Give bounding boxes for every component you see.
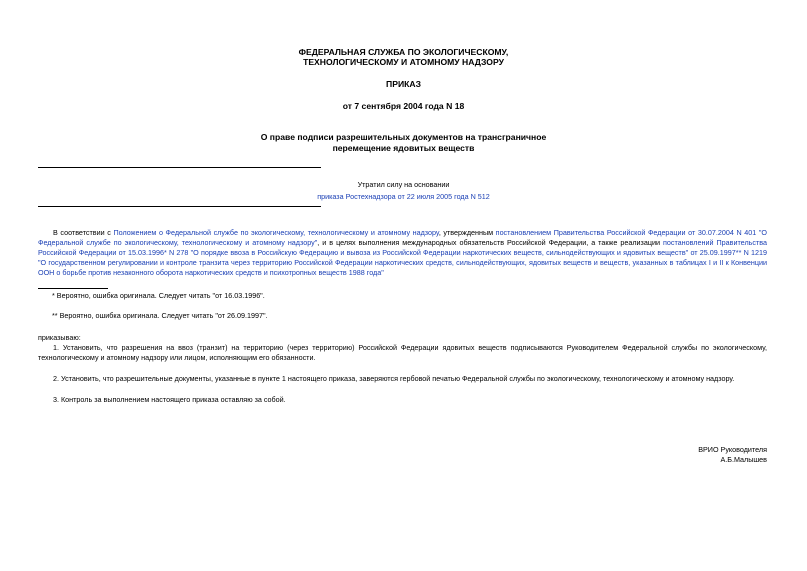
footnote-1: * Вероятно, ошибка оригинала. Следует читать "от 16.03.1996". <box>52 291 265 300</box>
link-regulation[interactable]: Положением о Федеральной службе по экологическому, технологическому и атомному надзору <box>113 228 439 237</box>
agency-name-line2: ТЕХНОЛОГИЧЕСКОМУ И АТОМНОМУ НАДЗОРУ <box>303 57 504 67</box>
divider-bottom <box>38 206 321 207</box>
signature-position: ВРИО Руководителя <box>698 445 767 454</box>
link-resolution-278[interactable]: постановлений Правительства Российской Федерации от 15.03.1996* N 278 "О порядке ввоза в Российскую Федерацию и вывоза из Российской Федерации наркотических веществ, сильнодействующих и ядовитых веществ" <box>38 238 768 258</box>
divider-top <box>38 167 321 168</box>
doc-title-line2: перемещение ядовитых веществ <box>332 143 475 153</box>
status-note-link[interactable]: приказа Ростехнадзора от 22 июля 2005 года N 512 <box>317 192 490 202</box>
footnote-divider <box>38 288 108 289</box>
order-item-1: 1. Установить, что разрешения на ввоз (транзит) на территорию (через территорию) Российской Федерации ядовитых веществ подписываются Руководителем Федеральной службы по экологическому, технологическому и атомному надзору или лицом, исполняющим его обязанности. <box>38 343 767 363</box>
link-resolution-401[interactable]: постановлением Правительства Российской Федерации от 30.07.2004 N 401 "О Федеральной службе по экологическому, технологическому и атомному надзору" <box>38 228 768 248</box>
doc-title-line1: О праве подписи разрешительных документов на трансграничное <box>260 132 547 142</box>
signature-block <box>698 445 767 465</box>
preamble-paragraph <box>38 228 767 278</box>
preamble-text-3: , и в целях выполнения международных обязательств Российской Федерации, а также реализации <box>317 238 663 248</box>
doc-title <box>0 132 807 154</box>
order-item-3: 3. Контроль за выполнением настоящего приказа оставляю за собой. <box>53 395 286 404</box>
doc-type: ПРИКАЗ <box>386 79 421 89</box>
status-note <box>0 180 807 202</box>
agency-name <box>0 47 807 67</box>
preamble-text-1: В соответствии с <box>53 228 114 237</box>
signature-name: А.Б.Малышев <box>720 455 767 465</box>
footnote-2: ** Вероятно, ошибка оригинала. Следует читать "от 26.09.1997". <box>52 311 268 320</box>
order-item-2: 2. Установить, что разрешительные документы, указанные в пункте 1 настоящего приказа, заверяются гербовой печатью Федеральной службы по экологическому, технологическому и атомному надзору. <box>53 374 735 383</box>
doc-date-number: от 7 сентября 2004 года N 18 <box>342 101 465 111</box>
link-resolution-1219[interactable]: от 25.09.1997** N 1219 "О государственном регулировании и контроле транзита через территорию Российской Федерации наркотических средств, сильнодействующих, ядовитых веществ и веществ, указанных в таблицах I и II к Конвенции ООН о борьбе против незаконного оборота наркотических средств и психотропных веществ 1988 года" <box>38 248 768 278</box>
status-note-text: Утратил силу на основании <box>357 180 450 189</box>
agency-name-line1: ФЕДЕРАЛЬНАЯ СЛУЖБА ПО ЭКОЛОГИЧЕСКОМУ, <box>298 47 509 57</box>
preamble-text-2: , утвержденным <box>438 228 496 237</box>
order-word: приказываю: <box>38 333 81 342</box>
